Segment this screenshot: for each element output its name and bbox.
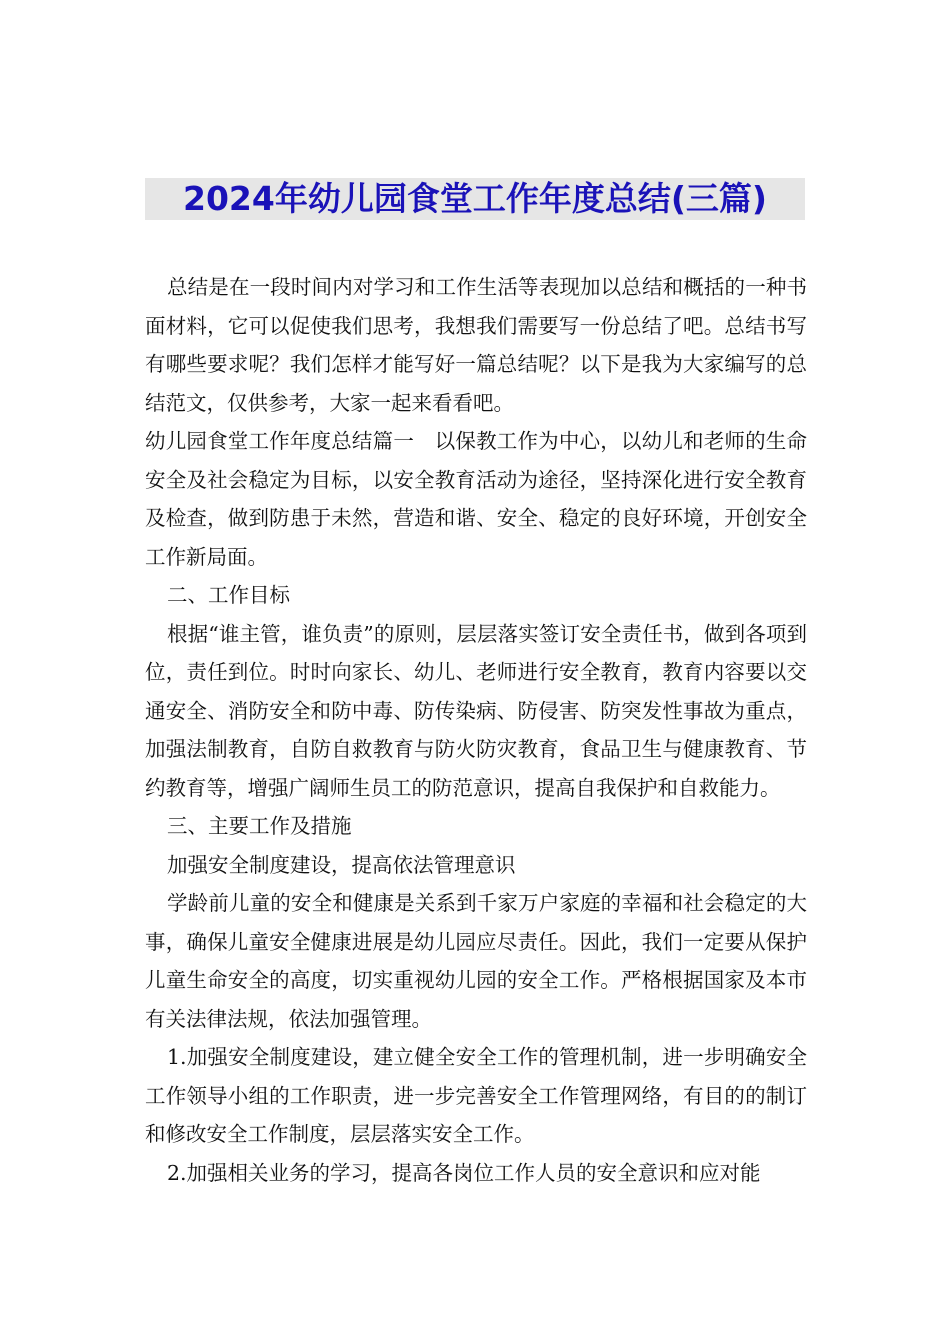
title-highlight	[145, 178, 805, 220]
document-title: 2024年幼儿园食堂工作年度总结(三篇)	[182, 179, 767, 218]
list-item-2: 2.加强相关业务的学习，提高各岗位工作人员的安全意识和应对能	[167, 1160, 761, 1185]
subheading-safety-system: 加强安全制度建设，提高依法管理意识	[167, 852, 516, 877]
heading-work-goals: 二、工作目标	[167, 583, 290, 607]
paragraph-child-safety: 学龄前儿童的安全和健康是关系到千家万户家庭的幸福和社会稳定的大事，确保儿童安全健康进展是幼儿园应尽责任。因此，我们一定要从保护儿童生命安全的高度，切实重视幼儿园的安全工作。严格根据国家及本市有关法律法规，依法加强管理。	[145, 891, 807, 1031]
paragraph-section-one: 幼儿园食堂工作年度总结篇一 以保教工作为中心，以幼儿和老师的生命安全及社会稳定为目标，以安全教育活动为途径，坚持深化进行安全教育及检查，做到防患于未然，营造和谐、安全、稳定的良好环境，开创安全工作新局面。	[145, 429, 807, 569]
list-item-1: 1.加强安全制度建设，建立健全安全工作的管理机制，进一步明确安全工作领导小组的工作职责，进一步完善安全工作管理网络，有目的的制订和修改安全工作制度，层层落实安全工作。	[145, 1045, 807, 1146]
heading-main-work: 三、主要工作及措施	[167, 814, 352, 838]
document-body	[145, 268, 807, 1192]
paragraph-intro: 总结是在一段时间内对学习和工作生活等表现加以总结和概括的一种书面材料，它可以促使我们思考，我想我们需要写一份总结了吧。总结书写有哪些要求呢？我们怎样才能写好一篇总结呢？以下是我为大家编写的总结范文，仅供参考，大家一起来看看吧。	[145, 275, 807, 415]
paragraph-goals: 根据“谁主管，谁负责”的原则，层层落实签订安全责任书，做到各项到位，责任到位。时时向家长、幼儿、老师进行安全教育，教育内容要以交通安全、消防安全和防中毒、防传染病、防侵害、防突发性事故为重点，加强法制教育，自防自救教育与防火防灾教育，食品卫生与健康教育、节约教育等，增强广阔师生员工的防范意识，提高自我保护和自救能力。	[145, 621, 807, 800]
